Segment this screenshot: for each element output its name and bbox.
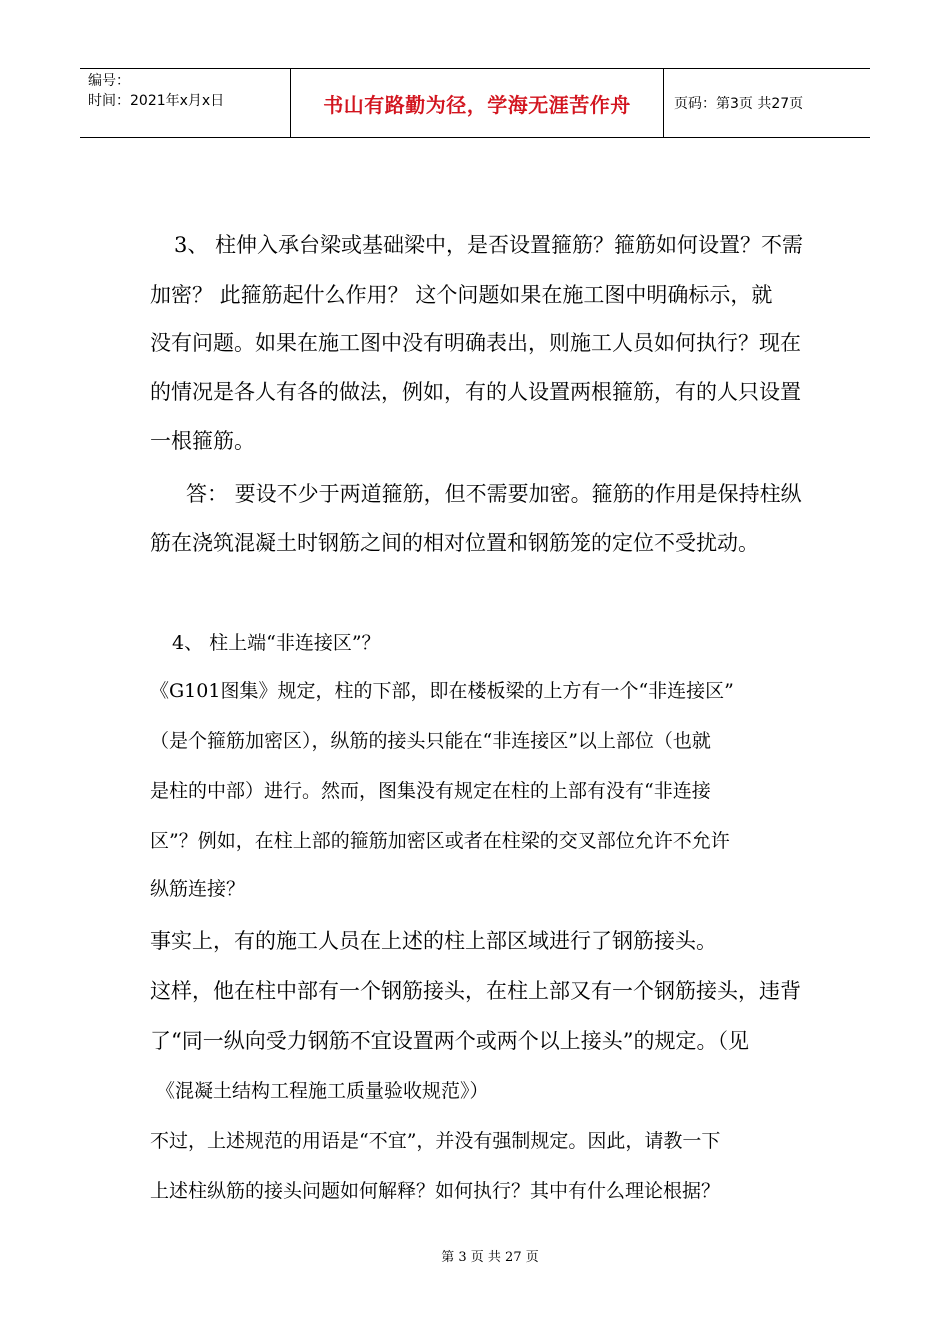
section4-line: （是个箍筋加密区），纵筋的接头只能在“非连接区”以上部位（也就 bbox=[150, 730, 711, 752]
answer-line: 答： 要设不少于两道箍筋，但不需要加密。箍筋的作用是保持柱纵 bbox=[186, 482, 802, 506]
section4-heading: 4、 柱上端“非连接区”？ bbox=[172, 632, 381, 654]
answer-line: 筋在浇筑混凝土时钢筋之间的相对位置和钢筋笼的定位不受扰动。 bbox=[150, 531, 759, 555]
section4-line: 《G101图集》规定，柱的下部，即在楼板梁的上方有一个“非连接区” bbox=[150, 680, 734, 702]
date-label: 时间：2021年x月x日 bbox=[88, 93, 225, 109]
page-label: 页码：第3页 共27页 bbox=[674, 96, 804, 112]
section4-line: 区”？例如，在柱上部的箍筋加密区或者在柱梁的交叉部位允许不允许 bbox=[150, 830, 730, 852]
section3-line: 的情况是各人有各的做法，例如，有的人设置两根箍筋，有的人只设置 bbox=[150, 380, 801, 404]
page-footer: 第 3 页 共 27 页 bbox=[441, 1250, 539, 1265]
section4-line: 纵筋连接？ bbox=[150, 878, 246, 900]
section3-line: 一根箍筋。 bbox=[150, 429, 255, 453]
section4-line: 事实上，有的施工人员在上述的柱上部区域进行了钢筋接头。 bbox=[150, 929, 717, 953]
section4-line: 了“同一纵向受力钢筋不宜设置两个或两个以上接头”的规定。（见 bbox=[150, 1029, 749, 1053]
section4-line: 不过，上述规范的用语是“不宜”，并没有强制规定。因此，请教一下 bbox=[150, 1130, 721, 1152]
section4-line: 这样，他在柱中部有一个钢筋接头，在柱上部又有一个钢筋接头，违背 bbox=[150, 979, 801, 1003]
section3-line: 没有问题。如果在施工图中没有明确表出，则施工人员如何执行？现在 bbox=[150, 331, 801, 355]
number-label: 编号： bbox=[88, 73, 130, 89]
section4-line: 上述柱纵筋的接头问题如何解释？如何执行？其中有什么理论根据？ bbox=[150, 1180, 721, 1202]
header-meta-cell bbox=[80, 69, 291, 137]
motto: 书山有路勤为径，学海无涯苦作舟 bbox=[291, 69, 664, 137]
section3-line: 加密？ 此箍筋起什么作用？ 这个问题如果在施工图中明确标示，就 bbox=[150, 283, 773, 307]
section3-line: 3、 柱伸入承台梁或基础梁中，是否设置箍筋？箍筋如何设置？不需 bbox=[174, 233, 804, 257]
section4-line: 《混凝土结构工程施工质量验收规范》） bbox=[156, 1080, 489, 1102]
document-header bbox=[80, 68, 870, 138]
section4-line: 是柱的中部）进行。然而，图集没有规定在柱的上部有没有“非连接 bbox=[150, 780, 711, 802]
